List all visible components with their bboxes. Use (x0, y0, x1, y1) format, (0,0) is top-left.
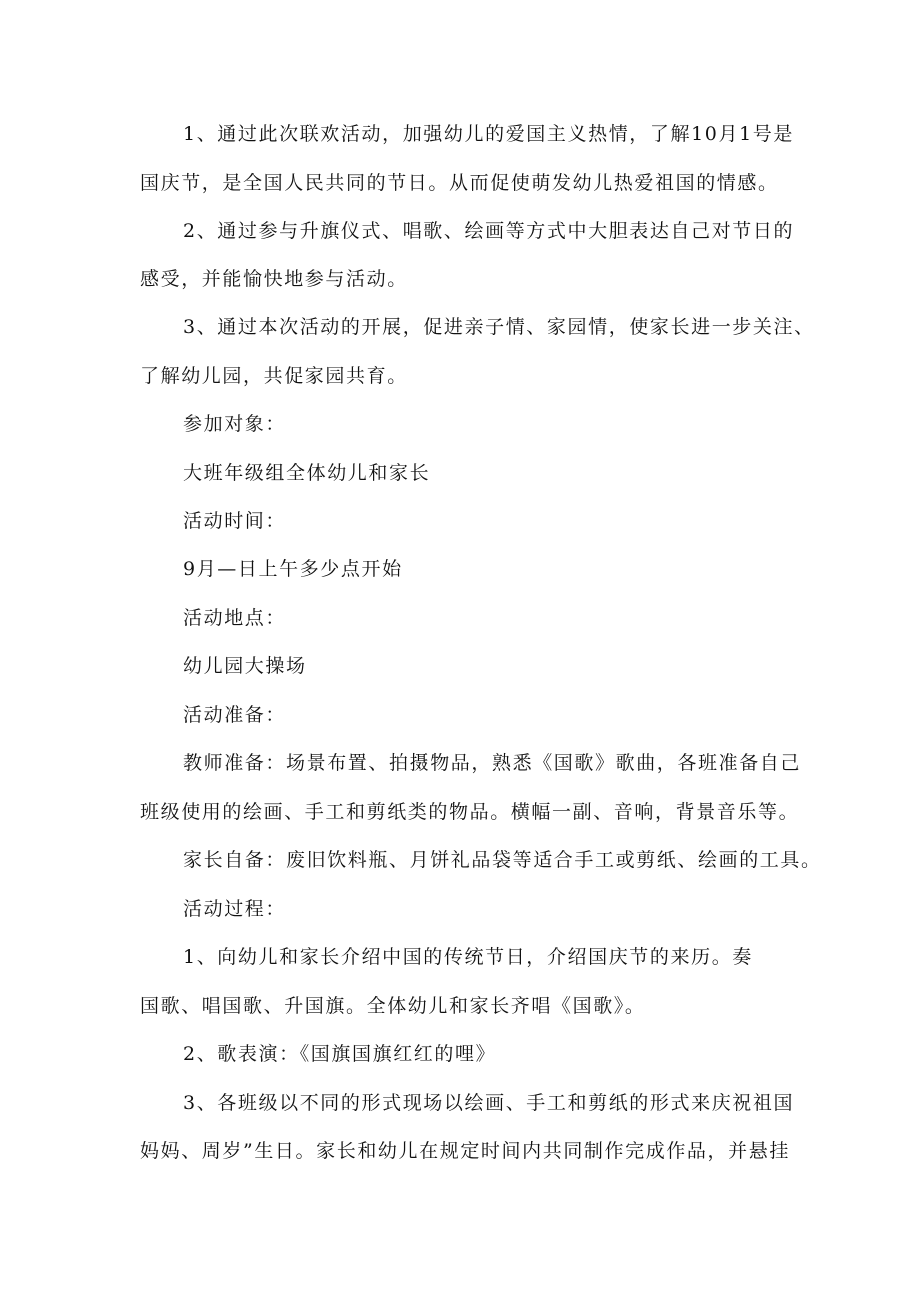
objective-3-line-2: 了解幼儿园，共促家园共育。 (140, 365, 408, 387)
participants-heading: 参加对象： (183, 413, 287, 435)
prep-heading: 活动准备： (183, 704, 287, 726)
parent-prep: 家长自备：废旧饮料瓶、月饼礼品袋等适合手工或剪纸、绘画的工具。 (183, 849, 822, 871)
objective-3-line-1: 3、通过本次活动的开展，促进亲子情、家园情，使家长进一步关注、 (183, 316, 815, 338)
process-2-line-1: 2、歌表演：《国旗国旗红红的哩》 (183, 1043, 497, 1065)
process-1-line-1: 1、向幼儿和家长介绍中国的传统节日，介绍国庆节的来历。奏 (183, 946, 753, 968)
process-3-line-2: 妈妈、周岁”生日。家长和幼儿在规定时间内共同制作完成作品，并悬挂 (140, 1140, 790, 1162)
process-heading: 活动过程： (183, 898, 287, 920)
objective-1-line-1: 1、通过此次联欢活动，加强幼儿的爱国主义热情，了解10月1号是 (183, 123, 794, 145)
objective-2-line-2: 感受，并能愉快地参与活动。 (140, 268, 408, 290)
teacher-prep-line-1: 教师准备：场景布置、拍摄物品，熟悉《国歌》歌曲，各班准备自己 (183, 752, 802, 774)
time-value: 9月—日上午多少点开始 (183, 558, 403, 580)
objective-2-line-1: 2、通过参与升旗仪式、唱歌、绘画等方式中大胆表达自己对节日的 (183, 220, 795, 242)
place-heading: 活动地点： (183, 607, 287, 629)
objective-1-line-2: 国庆节，是全国人民共同的节日。从而促使萌发幼儿热爱祖国的情感。 (140, 172, 779, 194)
process-1-line-2: 国歌、唱国歌、升国旗。全体幼儿和家长齐唱《国歌》。 (140, 995, 646, 1017)
process-3-line-1: 3、各班级以不同的形式现场以绘画、手工和剪纸的形式来庆祝祖国 (183, 1092, 795, 1114)
teacher-prep-line-2: 班级使用的绘画、手工和剪纸类的物品。横幅一副、音响，背景音乐等。 (140, 801, 800, 823)
place-value: 幼儿园大操场 (183, 655, 307, 677)
time-heading: 活动时间： (183, 510, 287, 532)
participants-value: 大班年级组全体幼儿和家长 (183, 462, 431, 484)
